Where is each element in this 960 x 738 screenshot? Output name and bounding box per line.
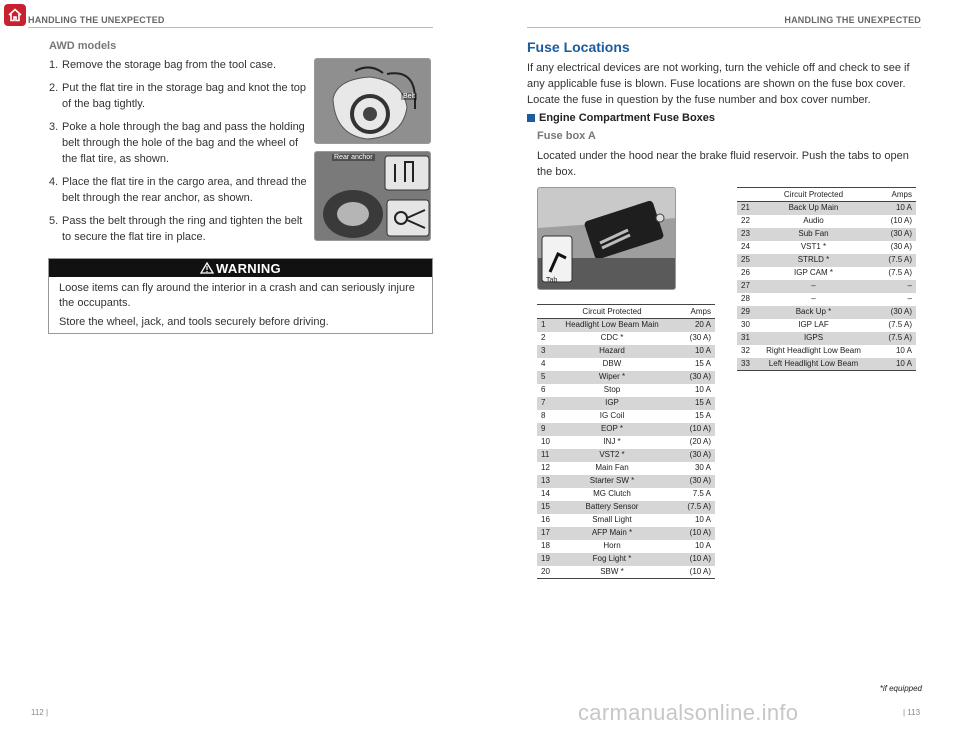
circuit-cell: AFP Main *	[555, 527, 669, 540]
circuit-cell: –	[811, 294, 816, 303]
circuit-cell: Battery Sensor	[555, 501, 669, 514]
table-row	[737, 280, 916, 293]
fuse-number-cell: 23	[737, 228, 757, 241]
step-item	[49, 213, 309, 245]
fuse-number-cell: 30	[741, 320, 750, 329]
cargo-anchor-photo	[314, 151, 431, 241]
amps-cell: (20 A)	[689, 437, 711, 446]
circuit-cell: INJ *	[603, 437, 621, 446]
fuse-number-cell: 4	[541, 359, 546, 368]
fuse-number-cell: 24	[741, 242, 750, 251]
step-number: 3.	[49, 121, 59, 133]
step-item	[49, 119, 309, 167]
page-number-right: | 113	[903, 708, 921, 717]
circuit-cell: IG Coil	[599, 411, 625, 420]
amps-cell: 10 A	[694, 515, 711, 524]
circuit-cell: IGP LAF	[798, 320, 829, 329]
square-bullet-icon	[527, 114, 535, 122]
amps-cell: 30 A	[694, 463, 711, 472]
table-row	[737, 202, 916, 215]
fuse-number-cell: 29	[737, 306, 757, 319]
step-text: Pass the belt through the ring and tighten the belt to secure the flat tire in place.	[62, 215, 303, 243]
table-row	[537, 410, 715, 423]
page-number-left: 112 |	[31, 708, 49, 717]
table-row	[537, 332, 715, 345]
fuse-number-cell: 21	[737, 202, 757, 215]
table-row	[537, 553, 715, 566]
step-number: 2.	[49, 82, 59, 94]
circuit-cell: MG Clutch	[593, 489, 631, 498]
fuse-table-a	[537, 304, 715, 579]
amps-cell: (30 A)	[689, 333, 711, 342]
section-title: Fuse Locations	[527, 39, 630, 55]
table-row	[537, 540, 715, 553]
step-text: Remove the storage bag from the tool case.	[62, 59, 277, 71]
col-num-header	[537, 305, 555, 319]
amps-cell: (7.5 A)	[888, 320, 912, 329]
fuse-number-cell: 2	[541, 333, 546, 342]
fuse-number-cell: 1	[537, 319, 555, 332]
amps-cell: (7.5 A)	[669, 501, 715, 514]
amps-cell: –	[870, 280, 916, 293]
table-row	[737, 293, 916, 306]
tab-callout: Tab	[546, 277, 558, 284]
amps-cell: (7.5 A)	[870, 332, 916, 345]
circuit-cell: Sub Fan	[757, 228, 870, 241]
circuit-cell: CDC *	[600, 333, 624, 342]
watermark: carmanualsonline.info	[578, 700, 799, 725]
fuse-number-cell: 26	[741, 268, 750, 277]
amps-cell: (30 A)	[669, 449, 715, 462]
fuse-number-cell: 20	[537, 566, 555, 579]
fuse-number-cell: 13	[537, 475, 555, 488]
table-row	[737, 267, 916, 280]
fuse-number-cell: 19	[537, 553, 555, 566]
fuse-number-cell: 16	[541, 515, 550, 524]
fuse-number-cell: 22	[741, 216, 750, 225]
table-row	[737, 358, 916, 371]
intro-paragraph: If any electrical devices are not working, turn the vehicle off and check to see if any applicable fuse is blown. Fuse locations are shown on the fuse box cover. Locate the fuse in question by the fuse number and box cover number.	[527, 62, 910, 106]
fuse-table-a-body	[537, 319, 715, 579]
fuse-table-b	[737, 187, 916, 371]
amps-cell: (30 A)	[890, 242, 912, 251]
fuse-number-cell: 3	[537, 345, 555, 358]
fuse-number-cell: 14	[541, 489, 550, 498]
step-text: Place the flat tire in the cargo area, and thread the belt through the rear anchor, as shown.	[62, 176, 307, 204]
table-row	[537, 501, 715, 514]
circuit-cell: Hazard	[555, 345, 669, 358]
tire-bag-photo	[314, 58, 431, 144]
col-circuit-header: Circuit Protected	[757, 188, 870, 202]
circuit-cell: Main Fan	[595, 463, 629, 472]
circuit-cell: Small Light	[592, 515, 632, 524]
warning-text-2: Store the wheel, jack, and tools securely before driving.	[59, 316, 329, 328]
fuse-number-cell: 32	[741, 346, 750, 355]
fuse-table-b-body	[737, 202, 916, 371]
running-head-right: HANDLING THE UNEXPECTED	[784, 15, 921, 25]
fuse-number-cell: 8	[541, 411, 546, 420]
amps-cell: (7.5 A)	[870, 254, 916, 267]
col-num-header	[737, 188, 757, 202]
col-amps-header: Amps	[669, 305, 715, 319]
fuse-number-cell: 10	[541, 437, 550, 446]
step-text: Put the flat tire in the storage bag and knot the top of the bag tightly.	[62, 82, 306, 110]
amps-cell: (10 A)	[669, 423, 715, 436]
amps-cell: (30 A)	[870, 228, 916, 241]
circuit-cell: DBW	[602, 359, 622, 368]
circuit-cell: Stop	[603, 385, 621, 394]
circuit-cell: Audio	[803, 216, 824, 225]
fuse-number-cell: 28	[741, 294, 750, 303]
table-row	[737, 332, 916, 345]
step-number: 4.	[49, 176, 59, 188]
table-row	[737, 228, 916, 241]
fuse-number-cell: 27	[737, 280, 757, 293]
rear-anchor-callout: Rear anchor	[334, 154, 373, 161]
fuse-number-cell: 25	[737, 254, 757, 267]
amps-cell: 20 A	[669, 319, 715, 332]
fuse-number-cell: 11	[537, 449, 555, 462]
awd-subheading: AWD models	[49, 40, 117, 52]
circuit-cell: Wiper *	[555, 371, 669, 384]
table-row	[537, 397, 715, 410]
table-row	[537, 449, 715, 462]
fuse-number-cell: 6	[541, 385, 546, 394]
step-text: Poke a hole through the bag and pass the holding belt through the hole of the bag and the wheel of the flat tire, as shown.	[62, 121, 305, 165]
table-header-row	[737, 188, 916, 202]
fuse-number-cell: 18	[541, 541, 550, 550]
amps-cell: (10 A)	[890, 216, 912, 225]
table-row	[537, 462, 715, 475]
amps-cell: 10 A	[895, 346, 912, 355]
warning-title: WARNING	[216, 260, 281, 276]
warning-box	[48, 258, 433, 334]
table-row	[537, 358, 715, 371]
amps-cell: 10 A	[870, 358, 916, 371]
warning-text-1: Loose items can fly around the interior in a crash and can seriously injure the occupants.	[59, 282, 415, 309]
circuit-cell: IGPS	[757, 332, 870, 345]
amps-cell: (7.5 A)	[888, 268, 912, 277]
step-number: 1.	[49, 59, 59, 71]
fuse-number-cell: 17	[537, 527, 555, 540]
circuit-cell: STRLD *	[757, 254, 870, 267]
circuit-cell: Fog Light *	[555, 553, 669, 566]
table-row	[737, 319, 916, 332]
table-row	[537, 514, 715, 527]
warning-triangle-icon	[200, 262, 214, 274]
footnote: *if equipped	[879, 684, 922, 693]
amps-cell: (30 A)	[669, 475, 715, 488]
circuit-cell: Horn	[603, 541, 621, 550]
circuit-cell: Left Headlight Low Beam	[757, 358, 870, 371]
header-divider-right	[527, 27, 921, 28]
amps-cell: (30 A)	[870, 306, 916, 319]
step-item	[49, 80, 309, 112]
fuse-number-cell: 15	[537, 501, 555, 514]
col-amps-header: Amps	[870, 188, 916, 202]
circuit-cell: Starter SW *	[555, 475, 669, 488]
table-row	[737, 241, 916, 254]
instruction-steps	[49, 57, 309, 252]
fuse-box-photo	[537, 187, 676, 290]
table-header-row	[537, 305, 715, 319]
fuse-number-cell: 5	[537, 371, 555, 384]
home-icon[interactable]	[4, 4, 26, 26]
table-row	[537, 384, 715, 397]
amps-cell: 15 A	[669, 397, 715, 410]
col-circuit-header: Circuit Protected	[555, 305, 669, 319]
amps-cell: 10 A	[669, 345, 715, 358]
table-row	[537, 527, 715, 540]
amps-cell: –	[907, 294, 912, 303]
subsection-heading	[527, 112, 715, 124]
amps-cell: (10 A)	[669, 553, 715, 566]
warning-bar	[49, 259, 432, 277]
table-row	[737, 215, 916, 228]
amps-cell: 7.5 A	[692, 489, 711, 498]
fuse-number-cell: 12	[541, 463, 550, 472]
subsection-heading-text: Engine Compartment Fuse Boxes	[539, 112, 716, 124]
step-item	[49, 174, 309, 206]
circuit-cell: IGP CAM *	[794, 268, 833, 277]
table-row	[537, 436, 715, 449]
amps-cell: 10 A	[870, 202, 916, 215]
circuit-cell: EOP *	[555, 423, 669, 436]
amps-cell: (10 A)	[669, 566, 715, 579]
amps-cell: (30 A)	[669, 371, 715, 384]
table-row	[537, 488, 715, 501]
circuit-cell: Headlight Low Beam Main	[555, 319, 669, 332]
circuit-cell: VST2 *	[555, 449, 669, 462]
circuit-cell: VST1 *	[800, 242, 827, 251]
fuse-box-label: Fuse box A	[537, 130, 596, 142]
step-number: 5.	[49, 215, 59, 227]
fuse-number-cell: 7	[537, 397, 555, 410]
amps-cell: (10 A)	[669, 527, 715, 540]
fuse-number-cell: 33	[737, 358, 757, 371]
circuit-cell: –	[757, 280, 870, 293]
amps-cell: 15 A	[694, 359, 711, 368]
fuse-number-cell: 9	[537, 423, 555, 436]
circuit-cell: Back Up Main	[757, 202, 870, 215]
table-row	[537, 566, 715, 579]
table-row	[537, 319, 715, 332]
table-row	[737, 254, 916, 267]
circuit-cell: Back Up *	[757, 306, 870, 319]
fuse-number-cell: 31	[737, 332, 757, 345]
step-item	[49, 57, 309, 73]
table-row	[537, 371, 715, 384]
belt-callout: Belt	[403, 93, 416, 100]
amps-cell: 10 A	[694, 541, 711, 550]
running-head-left: HANDLING THE UNEXPECTED	[28, 15, 165, 25]
amps-cell: 10 A	[694, 385, 711, 394]
table-row	[537, 423, 715, 436]
table-row	[737, 306, 916, 319]
fuse-box-description: Located under the hood near the brake fluid reservoir. Push the tabs to open the box.	[537, 150, 909, 178]
circuit-cell: Right Headlight Low Beam	[766, 346, 861, 355]
amps-cell: 15 A	[694, 411, 711, 420]
circuit-cell: SBW *	[555, 566, 669, 579]
table-row	[537, 345, 715, 358]
table-row	[737, 345, 916, 358]
circuit-cell: IGP	[555, 397, 669, 410]
table-row	[537, 475, 715, 488]
header-divider-left	[28, 27, 433, 28]
